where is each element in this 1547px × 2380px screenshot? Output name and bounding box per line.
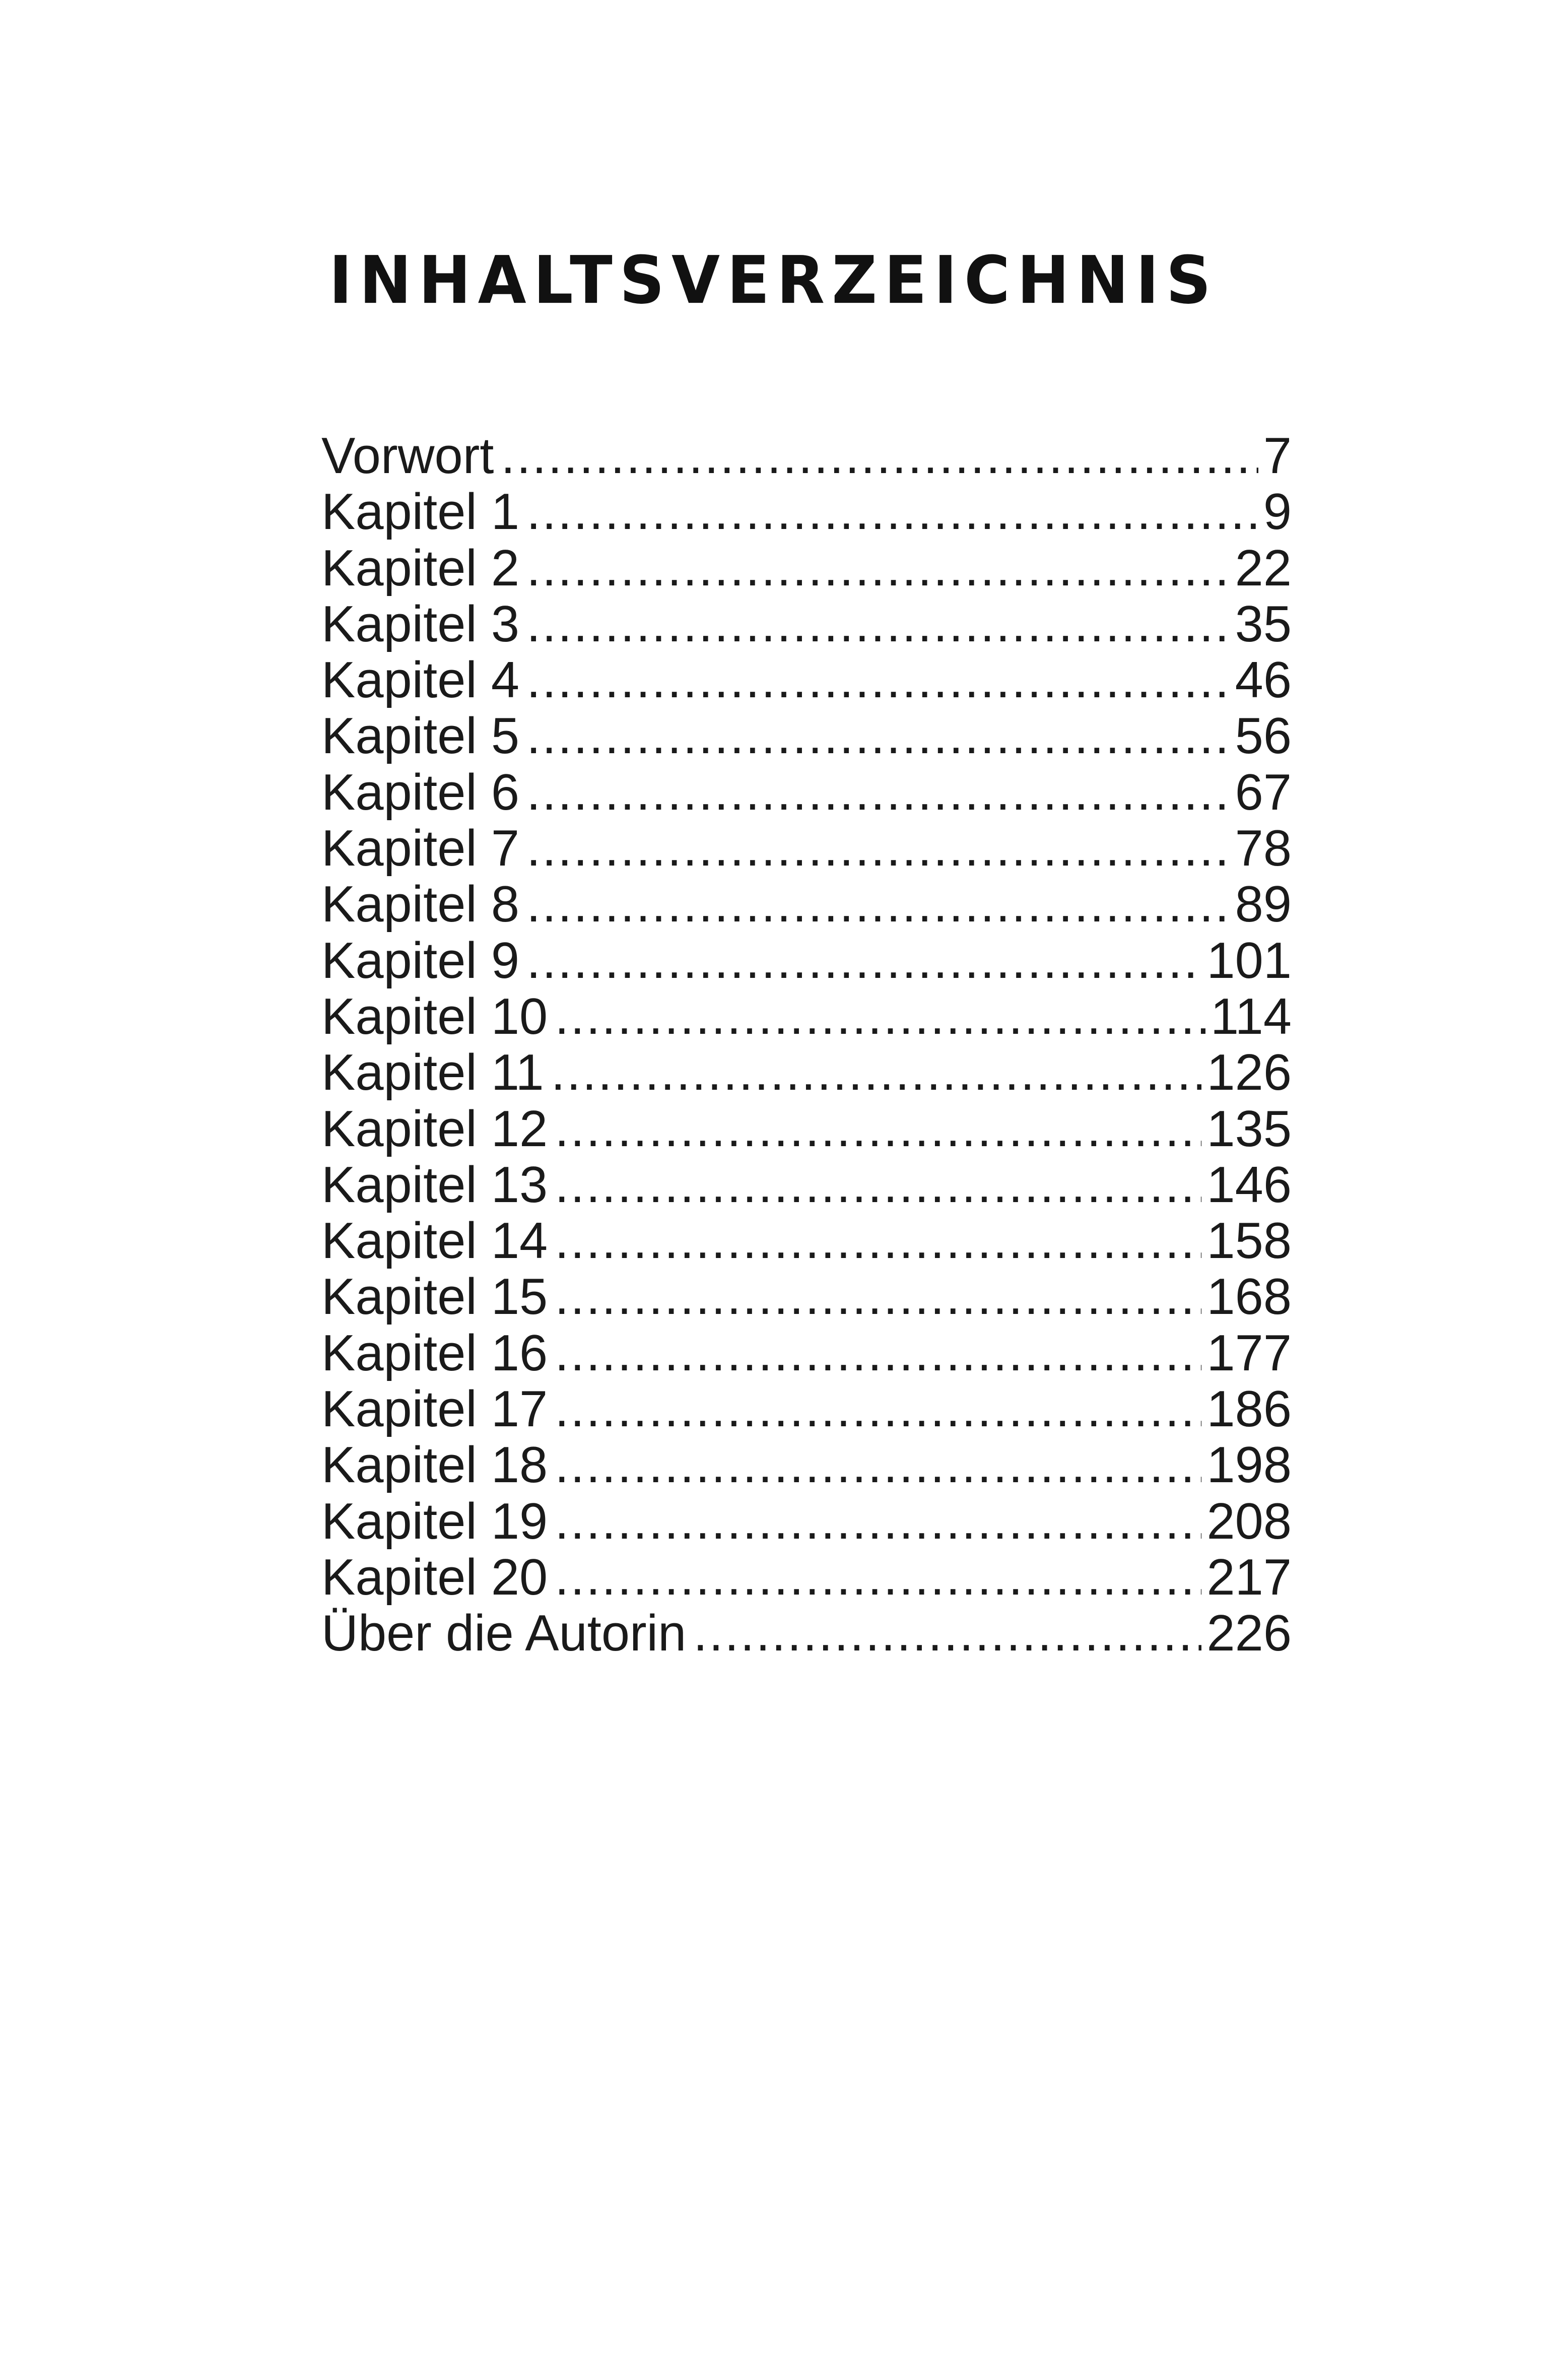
toc-entry-page: 9 (1263, 484, 1292, 541)
toc-entry-label: Kapitel 6 (321, 764, 520, 821)
dot-leader (526, 765, 1230, 821)
toc-entry[interactable] (321, 1381, 1292, 1437)
toc-entry-page: 89 (1235, 876, 1292, 933)
toc-entry-page: 168 (1206, 1269, 1292, 1326)
toc-entry-label: Kapitel 19 (321, 1493, 548, 1550)
toc-entry-page: 35 (1235, 596, 1292, 652)
toc-entry[interactable] (321, 765, 1292, 821)
toc-entry-label: Kapitel 18 (321, 1437, 548, 1494)
toc-entry-page: 135 (1206, 1100, 1292, 1157)
toc-entry-label: Kapitel 17 (321, 1381, 548, 1438)
toc-entry-label: Kapitel 20 (321, 1549, 548, 1606)
toc-entry-page: 78 (1235, 820, 1292, 877)
toc-entry-page: 46 (1235, 652, 1292, 709)
dot-leader (526, 933, 1201, 989)
toc-entry-label: Kapitel 10 (321, 988, 548, 1045)
toc-entry[interactable] (321, 541, 1292, 597)
toc-entry[interactable] (321, 1437, 1292, 1493)
toc-entry[interactable] (321, 1269, 1292, 1325)
toc-entry[interactable] (321, 1045, 1292, 1101)
dot-leader (501, 428, 1258, 484)
dot-leader (526, 541, 1230, 597)
toc-entry-label: Kapitel 1 (321, 484, 520, 541)
toc-entry[interactable] (321, 1157, 1292, 1213)
toc-entry-label: Kapitel 4 (321, 652, 520, 709)
toc-entry[interactable] (321, 428, 1292, 484)
dot-leader (555, 1326, 1201, 1381)
toc-entry[interactable] (321, 652, 1292, 708)
toc-entry-label: Kapitel 12 (321, 1100, 548, 1157)
dot-leader (693, 1606, 1201, 1662)
toc-entry[interactable] (321, 484, 1292, 540)
toc-entry-page: 101 (1206, 932, 1292, 989)
toc-entry-label: Kapitel 2 (321, 540, 520, 597)
toc-entry-label: Kapitel 13 (321, 1156, 548, 1213)
toc-entry-page: 67 (1235, 764, 1292, 821)
toc-entry[interactable] (321, 1494, 1292, 1550)
toc-entry-page: 22 (1235, 540, 1292, 597)
dot-leader (555, 1437, 1201, 1493)
dot-leader (555, 1550, 1201, 1606)
dot-leader (555, 1269, 1201, 1325)
toc-entry-label: Kapitel 11 (321, 1044, 544, 1101)
toc-entry-page: 198 (1206, 1437, 1292, 1494)
page-title: INHALTSVERZEICHNIS (329, 242, 1218, 319)
toc-entry[interactable] (321, 1213, 1292, 1269)
toc-entry-label: Kapitel 16 (321, 1325, 548, 1381)
toc-entry[interactable] (321, 877, 1292, 933)
toc-entry[interactable] (321, 1606, 1292, 1662)
dot-leader (555, 1213, 1201, 1269)
dot-leader (526, 597, 1230, 652)
dot-leader (526, 821, 1230, 877)
toc-entry-page: 158 (1206, 1213, 1292, 1270)
toc-entry-page: 114 (1210, 988, 1292, 1045)
toc-entry[interactable] (321, 1550, 1292, 1606)
dot-leader (551, 1045, 1202, 1101)
dot-leader (555, 1494, 1201, 1550)
toc-entry[interactable] (321, 1326, 1292, 1381)
dot-leader (526, 877, 1230, 933)
dot-leader (526, 708, 1230, 764)
toc-entry[interactable] (321, 1101, 1292, 1157)
toc-entry[interactable] (321, 597, 1292, 652)
toc-entry[interactable] (321, 989, 1292, 1045)
toc-entry-label: Kapitel 3 (321, 596, 520, 652)
toc-entry-label: Kapitel 8 (321, 876, 520, 933)
dot-leader (526, 484, 1258, 540)
toc-entry-page: 56 (1235, 708, 1292, 765)
toc-entry-page: 7 (1263, 428, 1292, 484)
toc-entry-page: 126 (1206, 1044, 1292, 1101)
dot-leader (555, 989, 1205, 1045)
toc-entry-page: 186 (1206, 1381, 1292, 1438)
toc-entry-label: Kapitel 5 (321, 708, 520, 765)
toc-entry[interactable] (321, 708, 1292, 764)
toc-entry-label: Kapitel 14 (321, 1213, 548, 1270)
dot-leader (526, 652, 1230, 708)
toc-entry[interactable] (321, 821, 1292, 877)
toc-entry-label: Über die Autorin (321, 1605, 687, 1662)
toc-entry-page: 177 (1206, 1325, 1292, 1381)
toc-entry-label: Kapitel 15 (321, 1269, 548, 1326)
toc-entry-page: 217 (1206, 1549, 1292, 1606)
toc-entry-page: 146 (1206, 1156, 1292, 1213)
toc-entry-label: Vorwort (321, 428, 494, 484)
dot-leader (555, 1381, 1201, 1437)
toc-entry[interactable] (321, 933, 1292, 989)
toc-entry-page: 226 (1206, 1605, 1292, 1662)
toc-entry-page: 208 (1206, 1493, 1292, 1550)
toc-entry-label: Kapitel 9 (321, 932, 520, 989)
dot-leader (555, 1157, 1201, 1213)
table-of-contents (321, 428, 1292, 1662)
toc-entry-label: Kapitel 7 (321, 820, 520, 877)
dot-leader (555, 1101, 1201, 1157)
